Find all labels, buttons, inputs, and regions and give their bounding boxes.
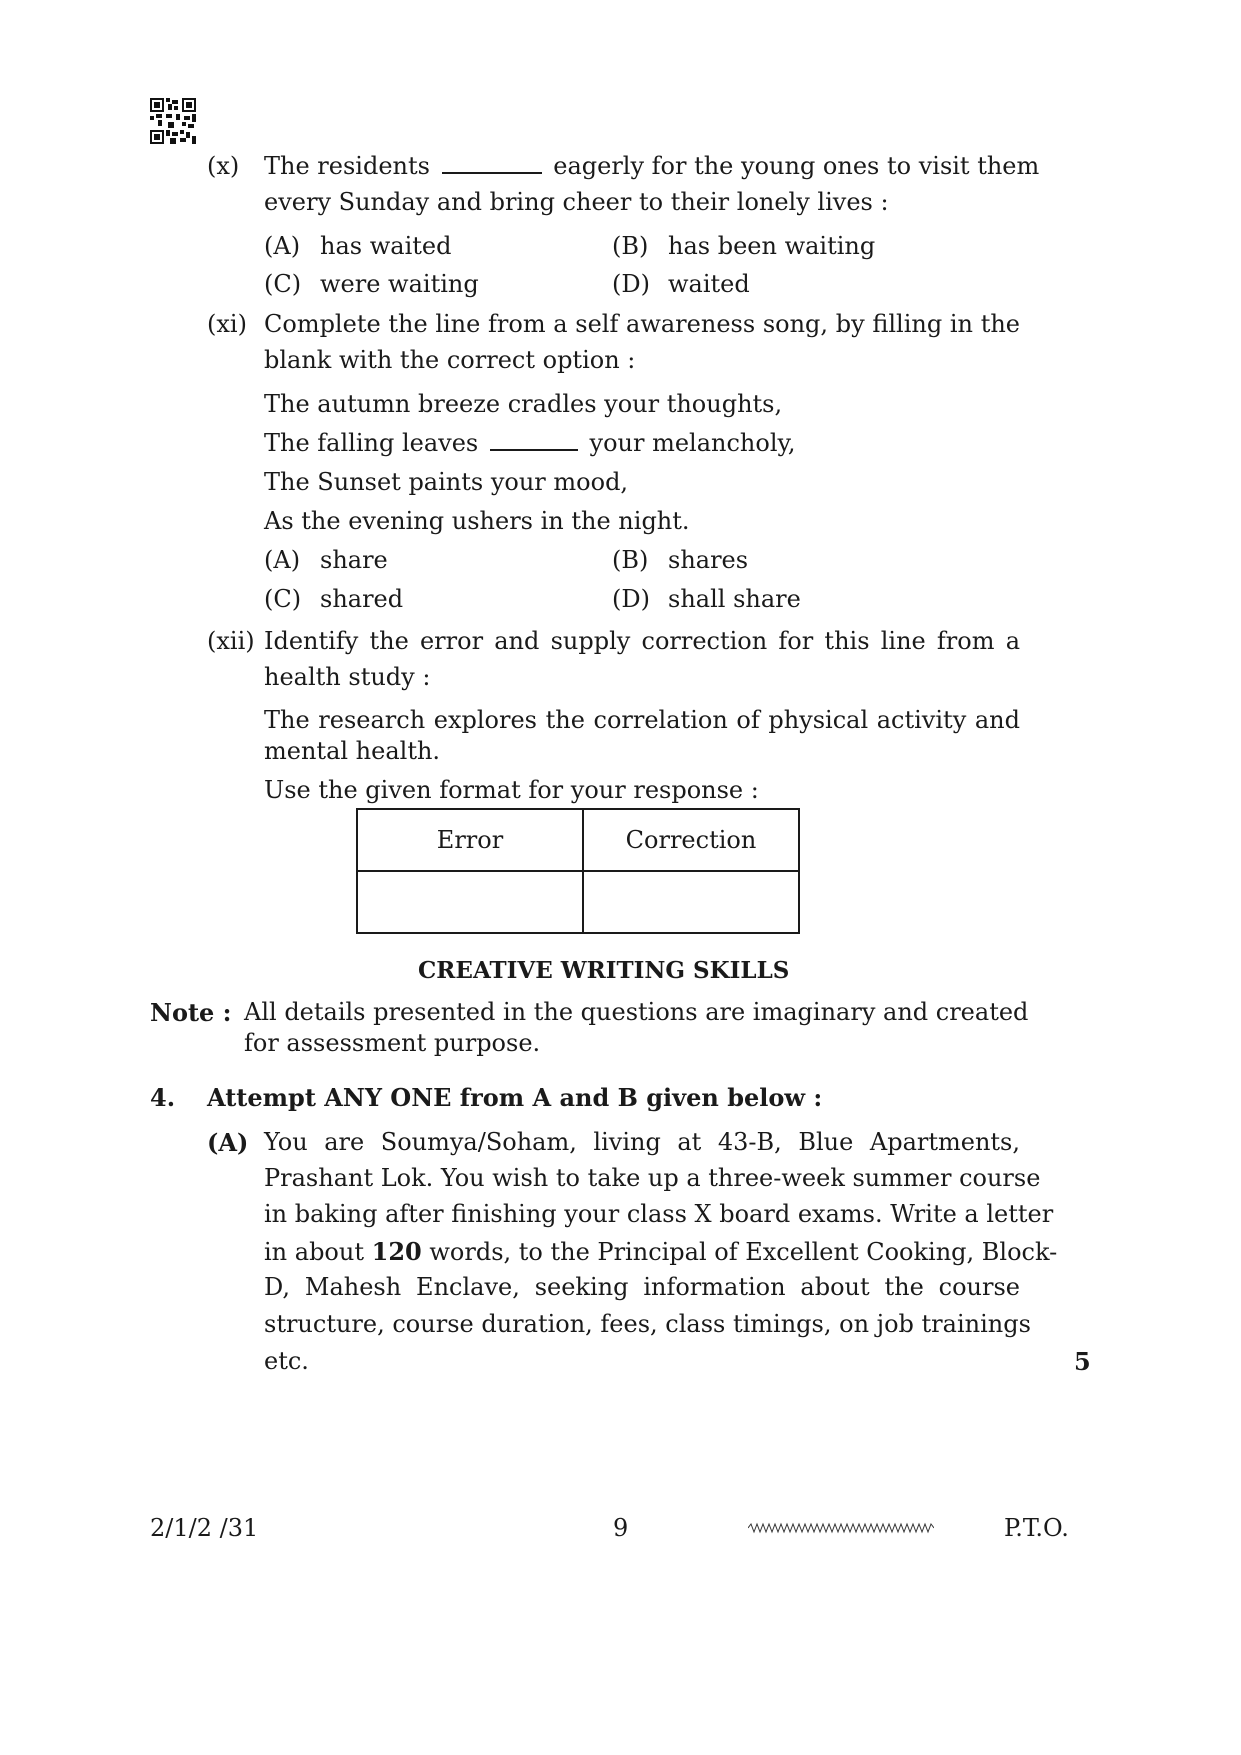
option-text: shares <box>668 546 749 574</box>
note-label: Note : <box>150 998 232 1027</box>
question-text: Identify the error and supply correction for this line from a <box>264 627 1020 655</box>
option-label: (D) <box>612 270 650 298</box>
question-text <box>264 152 1039 180</box>
note-text: All details presented in the questions are imaginary and created <box>244 998 1029 1026</box>
quoted-sentence: mental health. <box>264 737 441 765</box>
question-text-part: The residents <box>264 152 430 180</box>
paragraph-line: D, Mahesh Enclave, seeking information about the course <box>264 1273 1020 1301</box>
paragraph-line: You are Soumya/Soham, living at 43-B, Blue Apartments, <box>264 1128 1020 1156</box>
word-count: 120 <box>371 1237 422 1266</box>
option-text: shared <box>320 585 404 613</box>
poem-line: The Sunset paints your mood, <box>264 468 629 496</box>
quoted-sentence: The research explores the correlation of physical activity and <box>264 706 1020 734</box>
marks: 5 <box>1074 1347 1091 1376</box>
poem-line <box>264 429 796 457</box>
option-text: waited <box>668 270 750 298</box>
table-header-row <box>357 809 799 871</box>
section-title: CREATIVE WRITING SKILLS <box>418 957 790 984</box>
option-label: (B) <box>612 546 649 574</box>
table-row <box>357 871 799 933</box>
qr-code-icon <box>150 98 196 144</box>
option-text: share <box>320 546 388 574</box>
question-text: blank with the correct option : <box>264 346 636 374</box>
poem-text-part: your melancholy, <box>589 429 796 457</box>
correction-cell <box>583 871 799 933</box>
paper-code: 2/1/2 /31 <box>150 1514 259 1542</box>
question-text: Complete the line from a self awareness song, by filling in the <box>264 310 1020 338</box>
option-label: (C) <box>264 270 302 298</box>
question-heading: Attempt ANY ONE from A and B given below : <box>207 1083 823 1112</box>
page-number: 9 <box>613 1514 629 1542</box>
option-label: (D) <box>612 585 650 613</box>
question-text: health study : <box>264 663 431 691</box>
paragraph-line: Prashant Lok. You wish to take up a three-week summer course <box>264 1164 1041 1192</box>
part-label: (A) <box>207 1128 249 1157</box>
pto-label: P.T.O. <box>1004 1514 1069 1542</box>
option-label: (A) <box>264 232 301 260</box>
option-label: (A) <box>264 546 301 574</box>
option-text: shall share <box>668 585 801 613</box>
answer-blank <box>442 154 542 174</box>
paragraph-line <box>264 1237 1057 1266</box>
paragraph-line: etc. <box>264 1347 309 1375</box>
question-text: every Sunday and bring cheer to their lonely lives : <box>264 188 889 216</box>
question-number: 4. <box>150 1083 176 1112</box>
poem-line: As the evening ushers in the night. <box>264 507 690 535</box>
paragraph-text-part: in about <box>264 1238 364 1266</box>
answer-blank <box>490 431 578 451</box>
option-text: has waited <box>320 232 452 260</box>
question-text-part: eagerly for the young ones to visit them <box>553 152 1040 180</box>
option-label: (B) <box>612 232 649 260</box>
paragraph-line: in baking after finishing your class X board exams. Write a letter <box>264 1200 1054 1228</box>
question-number: (xi) <box>207 310 247 338</box>
paragraph-line: structure, course duration, fees, class timings, on job trainings <box>264 1310 1031 1338</box>
option-text: has been waiting <box>668 232 876 260</box>
poem-text-part: The falling leaves <box>264 429 479 457</box>
table-header-error: Error <box>357 809 583 871</box>
instruction-text: Use the given format for your response : <box>264 776 759 804</box>
poem-line: The autumn breeze cradles your thoughts, <box>264 390 783 418</box>
option-label: (C) <box>264 585 302 613</box>
paragraph-text-part: words, to the Principal of Excellent Cooking, Block- <box>429 1238 1058 1266</box>
question-number: (xii) <box>207 627 255 655</box>
zigzag-security-mark-icon <box>748 1522 934 1534</box>
response-format-table <box>356 808 800 934</box>
question-number: (x) <box>207 152 240 180</box>
table-header-correction: Correction <box>583 809 799 871</box>
error-cell <box>357 871 583 933</box>
note-text: for assessment purpose. <box>244 1029 541 1057</box>
option-text: were waiting <box>320 270 479 298</box>
